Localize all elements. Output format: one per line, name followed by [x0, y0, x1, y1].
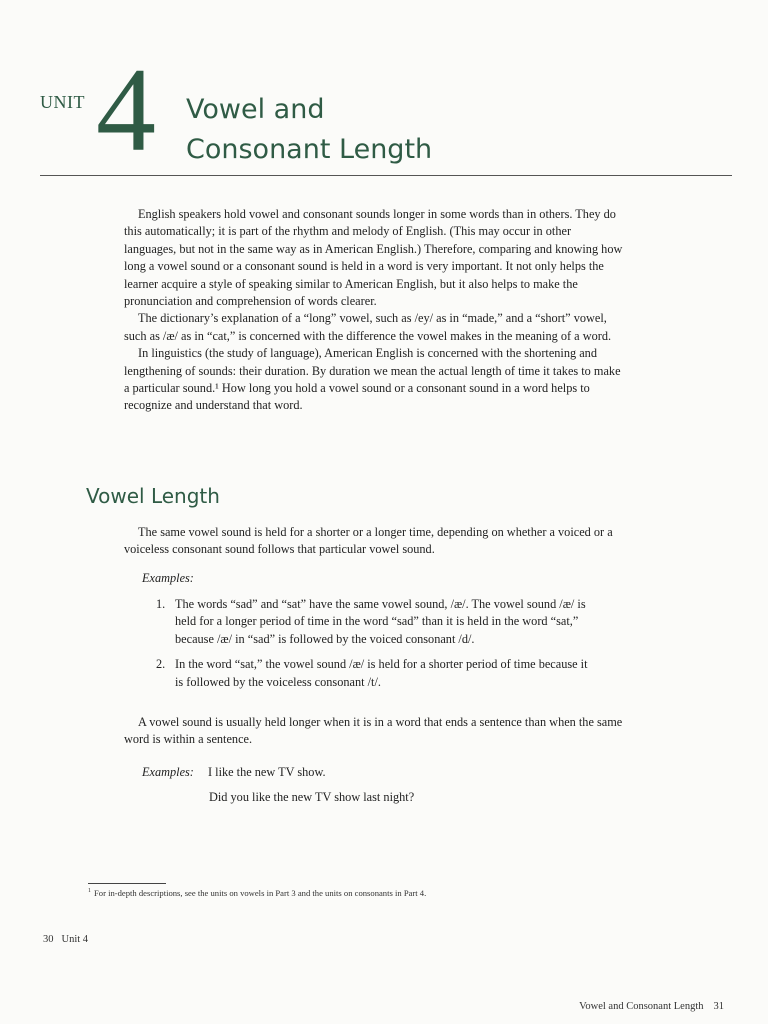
- example-text-2: In the word “sat,” the vowel sound /æ/ is held for a shorter period of time because it is followed by the voiceless consonant /t/.: [175, 657, 588, 689]
- vowel-length-intro: [124, 524, 624, 559]
- footnote-text: For in-depth descriptions, see the units on vowels in Part 3 and the units on consonants in Part 4.: [94, 888, 427, 898]
- title-divider: [40, 175, 732, 176]
- vowel-length-intro-paragraph: The same vowel sound is held for a shorter or a longer time, depending on whether a voiced or a voiceless consonant sound follows that particular vowel sound.: [124, 525, 613, 557]
- example-item-1: [156, 596, 596, 648]
- intro-paragraph-3: In linguistics (the study of language), American English is concerned with the shortening and lengthening of sounds: their duration. By duration we mean the actual length of time it takes to make a particular sound.¹ How long you hold a vowel sound or a consonant sound in a word helps to recognize and understand that word.: [124, 346, 621, 413]
- left-running-head: Unit 4: [61, 934, 89, 945]
- left-page-folio: [43, 934, 88, 945]
- chapter-title-line-1: Vowel and: [186, 94, 325, 125]
- unit-label: UNIT: [40, 92, 85, 112]
- example-number-2: 2.: [156, 657, 166, 672]
- example-sentence-2: Did you like the new TV show last night?: [209, 790, 415, 804]
- example-sentence-1: I like the new TV show.: [208, 765, 326, 779]
- footnote-marker: 1: [88, 888, 91, 894]
- section-heading-vowel-length: Vowel Length: [86, 484, 220, 508]
- left-page-number: 30: [43, 934, 54, 945]
- examples-label: Examples:: [142, 571, 194, 585]
- examples-label-2: Examples:: [142, 765, 194, 779]
- chapter-title: [186, 90, 432, 170]
- right-running-head: Vowel and Consonant Length: [579, 1001, 704, 1012]
- unit-number: 4: [96, 43, 156, 176]
- sentence-note-paragraph: A vowel sound is usually held longer when it is in a word that ends a sentence than when the same word is within a sentence.: [124, 715, 623, 747]
- intro-paragraph-2: The dictionary’s explanation of a “long” vowel, such as /ey/ as in “made,” and a “short” vowel, such as /æ/ as in “cat,” is concerned with the difference the vowel makes in the meaning of a word.: [124, 311, 612, 343]
- right-page-folio: [579, 1001, 724, 1012]
- example-item-2: [156, 656, 596, 691]
- chapter-title-line-2: Consonant Length: [186, 134, 433, 165]
- sentence-note: [124, 714, 624, 749]
- footnote-divider: [88, 883, 166, 884]
- intro-paragraph-1: English speakers hold vowel and consonant sounds longer in some words than in others. They do this automatically; it is part of the rhythm and melody of English. (This may occur in other languages, but not in the same way as in American English.) Therefore, comparing and knowing how long a vowel sound or a consonant sound is held in a word is very important. It not only helps the learner acquire a style of speaking similar to American English, but it also helps to make the pronunciation and comprehension of words clearer.: [124, 207, 623, 309]
- examples-list: [156, 596, 596, 699]
- intro-text: [124, 206, 624, 415]
- example-number-1: 1.: [156, 597, 166, 611]
- footnote: [88, 888, 608, 898]
- right-page-number: 31: [713, 1001, 724, 1012]
- example-text-1: The words “sad” and “sat” have the same vowel sound, /æ/. The vowel sound /æ/ is held for a longer period of time in the word “sad” than it is held in the word “sat,” because /æ/ in “sad” is followed by the voiced consonant /d/.: [175, 597, 586, 646]
